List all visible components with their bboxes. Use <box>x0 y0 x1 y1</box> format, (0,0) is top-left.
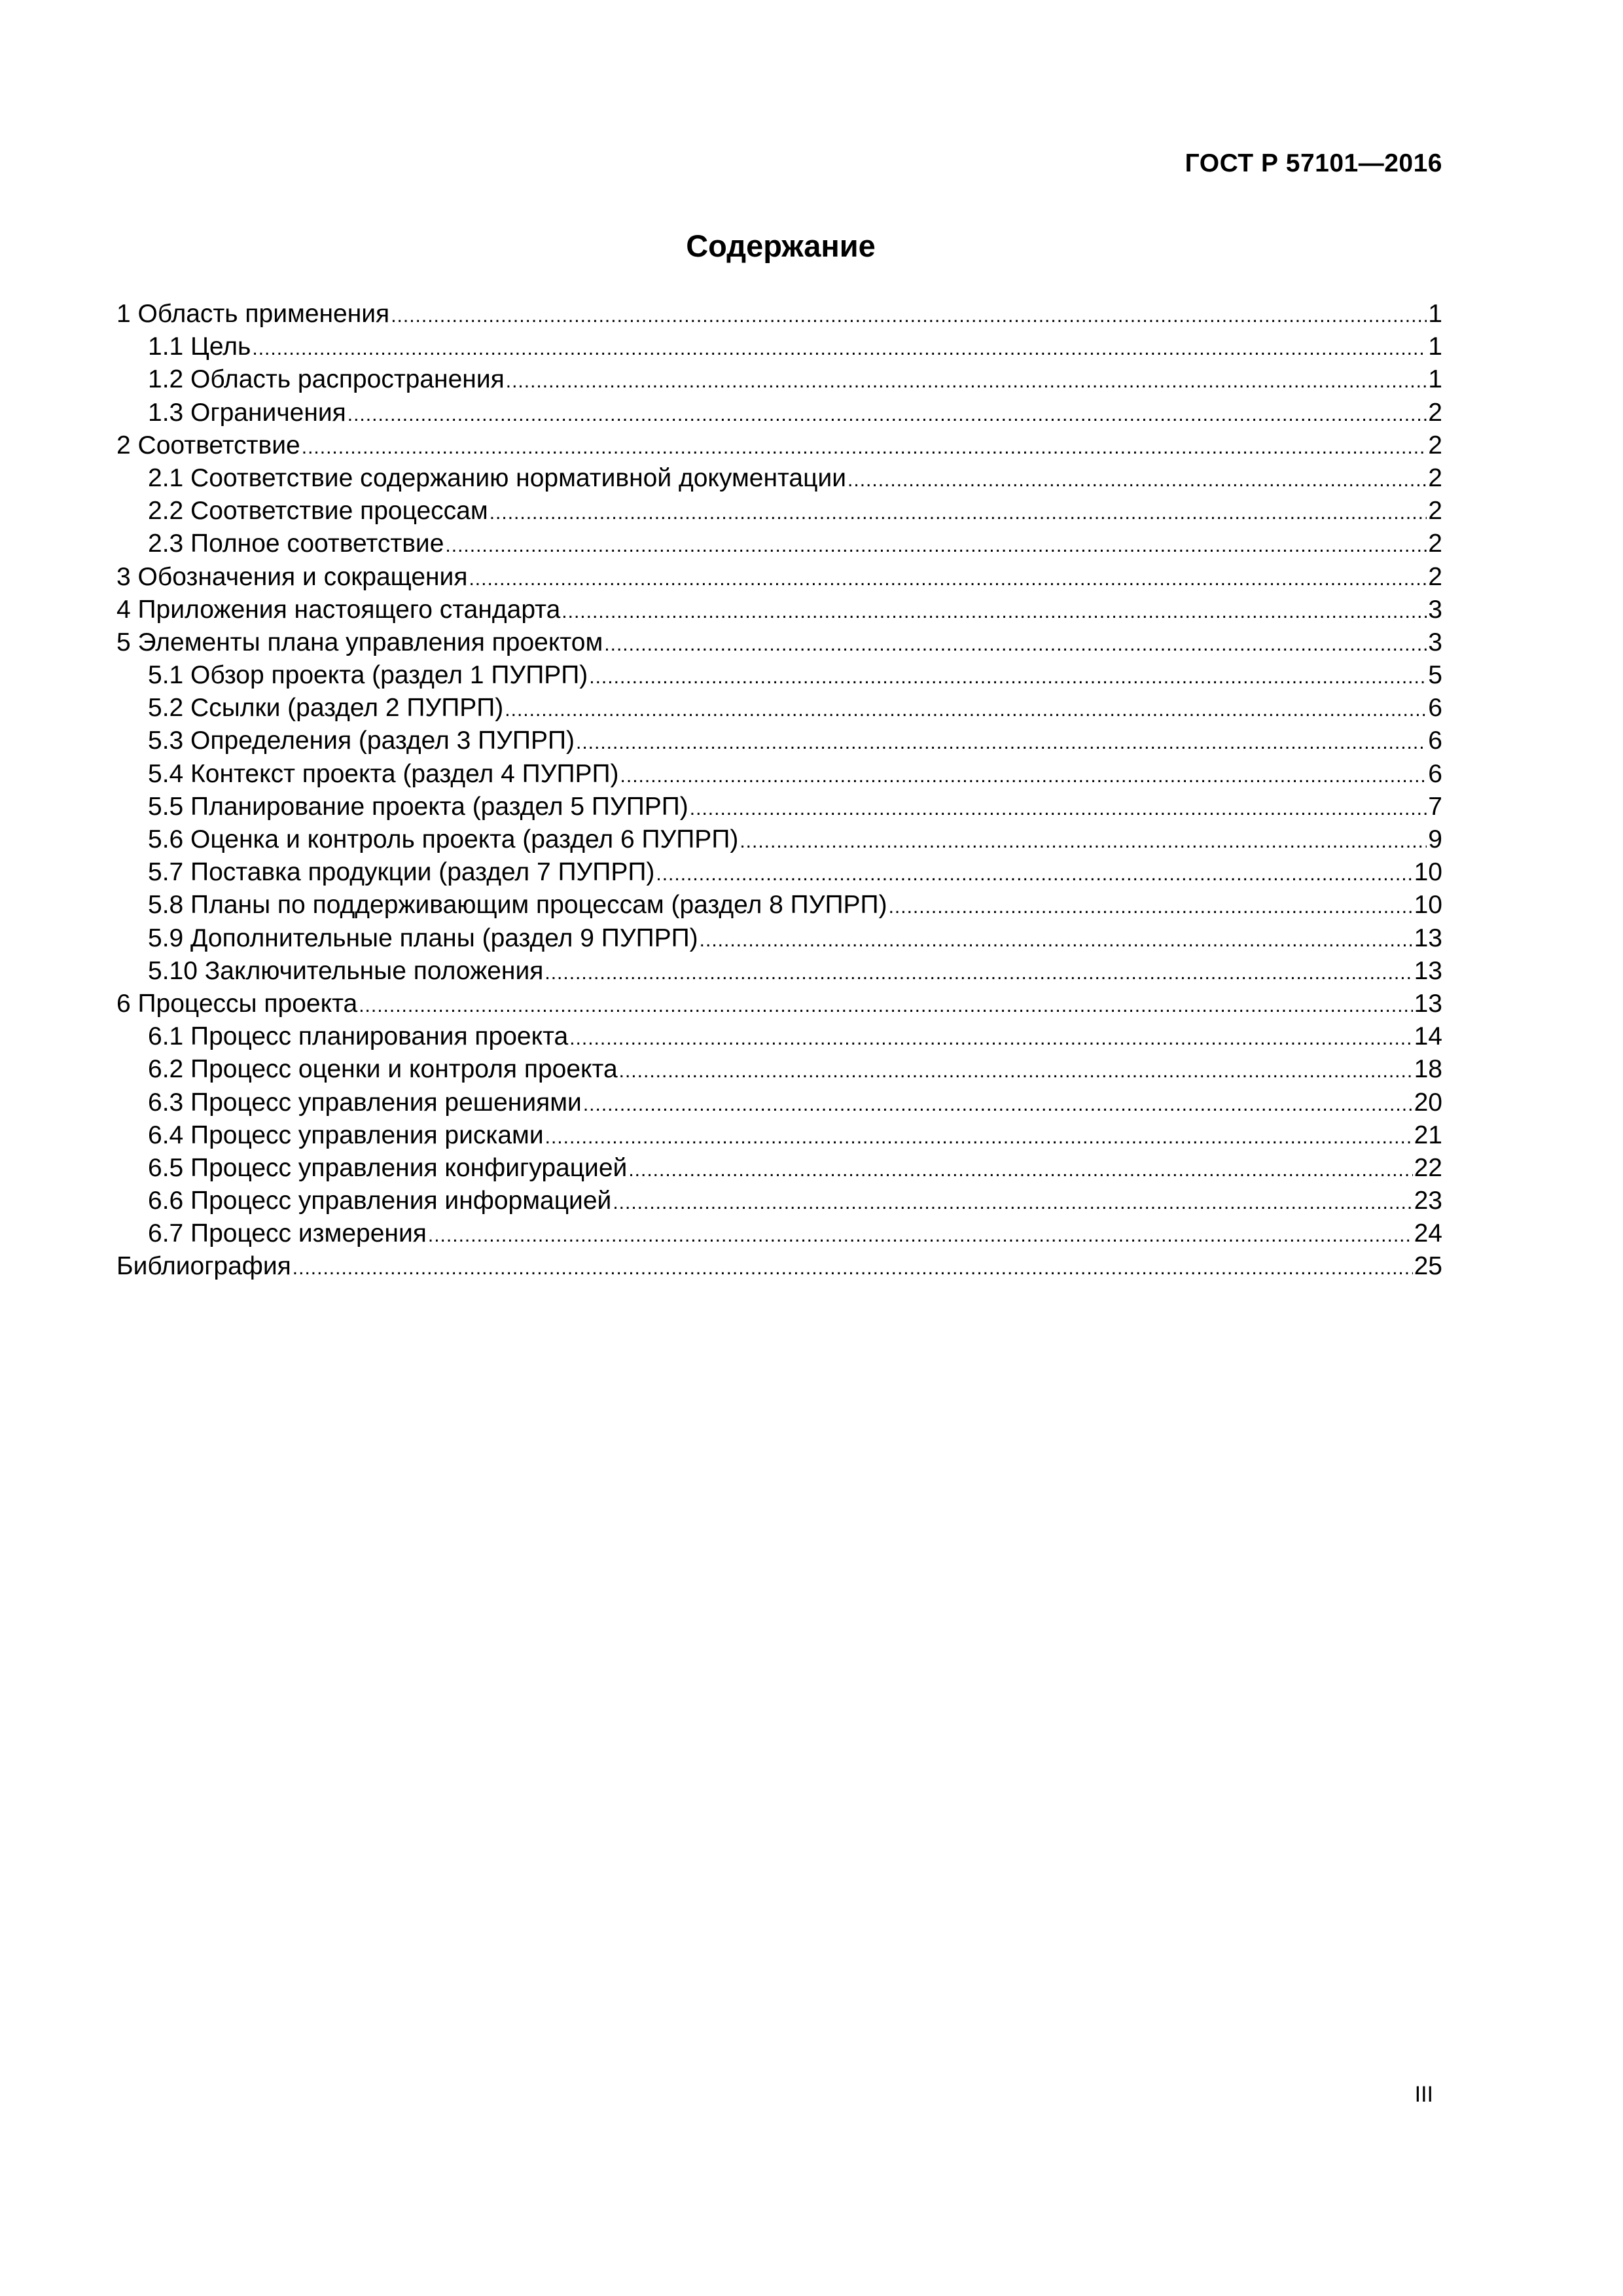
toc-entry-page: 2 <box>1428 463 1442 492</box>
toc-entry-page: 23 <box>1414 1187 1442 1215</box>
table-of-contents <box>116 298 1442 1283</box>
toc-entry-label: 5.9 Дополнительные планы (раздел 9 ПУПРП) <box>148 924 698 952</box>
toc-dot-leader <box>348 399 1427 431</box>
toc-entry-label: 5.3 Определения (раздел 3 ПУПРП) <box>148 726 575 755</box>
toc-dot-leader <box>359 990 1412 1022</box>
toc-entry-label: 5.1 Обзор проекта (раздел 1 ПУПРП) <box>148 661 588 690</box>
toc-entry-label: 5.8 Планы по поддерживающим процессам (раздел 8 ПУПРП) <box>148 891 887 920</box>
toc-entry[interactable] <box>116 462 1442 495</box>
toc-entry-label: 2 Соответствие <box>116 431 300 459</box>
toc-entry-label: 3 Обозначения и сокращения <box>116 562 468 591</box>
toc-entry[interactable] <box>116 823 1442 856</box>
toc-dot-leader <box>302 431 1427 464</box>
toc-entry-label: 6.2 Процесс оценки и контроля проекта <box>148 1055 618 1084</box>
toc-entry-page: 3 <box>1428 595 1442 624</box>
toc-entry-page: 25 <box>1414 1252 1442 1281</box>
toc-dot-leader <box>391 300 1427 332</box>
toc-dot-leader <box>545 1121 1413 1154</box>
toc-dot-leader <box>620 760 1427 793</box>
toc-entry-page: 22 <box>1414 1153 1442 1182</box>
toc-entry[interactable] <box>116 1152 1442 1185</box>
toc-entry[interactable] <box>116 331 1442 363</box>
toc-dot-leader <box>628 1154 1412 1187</box>
toc-entry-label: 2.1 Соответствие содержанию нормативной документации <box>148 463 847 492</box>
toc-dot-leader <box>490 497 1427 529</box>
toc-dot-leader <box>506 365 1427 398</box>
toc-entry[interactable] <box>116 659 1442 692</box>
toc-dot-leader <box>544 957 1412 990</box>
toc-dot-leader <box>583 1088 1413 1121</box>
toc-entry-page: 2 <box>1428 562 1442 591</box>
toc-entry[interactable] <box>116 922 1442 955</box>
toc-entry[interactable] <box>116 758 1442 791</box>
toc-entry-page: 2 <box>1428 398 1442 427</box>
toc-entry[interactable] <box>116 1053 1442 1086</box>
toc-entry[interactable] <box>116 298 1442 331</box>
toc-entry-page: 1 <box>1428 300 1442 328</box>
toc-entry-label: 5.7 Поставка продукции (раздел 7 ПУПРП) <box>148 858 655 887</box>
toc-entry-page: 2 <box>1428 431 1442 459</box>
toc-entry-page: 2 <box>1428 497 1442 526</box>
page-number: III <box>1414 2082 1433 2107</box>
toc-entry[interactable] <box>116 791 1442 823</box>
toc-entry-page: 10 <box>1414 891 1442 920</box>
toc-entry-page: 14 <box>1414 1022 1442 1051</box>
toc-dot-leader <box>889 891 1413 924</box>
toc-entry[interactable] <box>116 594 1442 626</box>
toc-entry-label: 4 Приложения настоящего стандарта <box>116 595 561 624</box>
toc-dot-leader <box>569 1022 1412 1055</box>
toc-entry[interactable] <box>116 1119 1442 1152</box>
toc-dot-leader <box>847 464 1427 497</box>
toc-entry[interactable] <box>116 363 1442 396</box>
toc-entry-label: 2.3 Полное соответствие <box>148 529 444 558</box>
toc-entry[interactable] <box>116 692 1442 725</box>
toc-entry-page: 7 <box>1428 792 1442 821</box>
toc-entry-page: 24 <box>1414 1219 1442 1248</box>
toc-entry-page: 20 <box>1414 1088 1442 1117</box>
toc-dot-leader <box>589 661 1427 694</box>
toc-entry-label: 5.5 Планирование проекта (раздел 5 ПУПРП) <box>148 792 688 821</box>
toc-dot-leader <box>613 1187 1412 1219</box>
toc-entry[interactable] <box>116 1217 1442 1250</box>
toc-entry-page: 6 <box>1428 759 1442 788</box>
toc-entry-label: 5.10 Заключительные положения <box>148 956 544 985</box>
toc-entry-page: 5 <box>1428 661 1442 690</box>
toc-entry-label: 6 Процессы проекта <box>116 989 358 1018</box>
toc-entry-label: 2.2 Соответствие процессам <box>148 497 488 526</box>
toc-entry[interactable] <box>116 1086 1442 1119</box>
toc-entry[interactable] <box>116 429 1442 462</box>
toc-dot-leader <box>619 1055 1413 1088</box>
toc-entry-label: 5.6 Оценка и контроль проекта (раздел 6 ПУПРП) <box>148 825 739 853</box>
toc-entry-label: 1.2 Область распространения <box>148 365 505 394</box>
toc-entry[interactable] <box>116 1185 1442 1217</box>
toc-entry-label: 6.6 Процесс управления информацией <box>148 1187 612 1215</box>
toc-entry[interactable] <box>116 725 1442 757</box>
toc-entry[interactable] <box>116 561 1442 594</box>
toc-entry[interactable] <box>116 626 1442 659</box>
toc-dot-leader <box>576 726 1427 759</box>
toc-entry-page: 2 <box>1428 529 1442 558</box>
toc-dot-leader <box>252 332 1427 365</box>
toc-dot-leader <box>700 924 1413 957</box>
toc-entry-label: 5.4 Контекст проекта (раздел 4 ПУПРП) <box>148 759 619 788</box>
document-code: ГОСТ Р 57101—2016 <box>1185 149 1442 177</box>
toc-entry-page: 6 <box>1428 694 1442 723</box>
toc-dot-leader <box>656 858 1412 891</box>
toc-title: Содержание <box>686 228 876 263</box>
toc-entry-label: Библиография <box>116 1252 291 1281</box>
toc-dot-leader <box>469 563 1427 596</box>
toc-entry-page: 10 <box>1414 858 1442 887</box>
toc-entry-page: 13 <box>1414 989 1442 1018</box>
toc-dot-leader <box>562 596 1427 628</box>
toc-entry-page: 6 <box>1428 726 1442 755</box>
toc-entry-label: 1.3 Ограничения <box>148 398 346 427</box>
toc-dot-leader <box>505 694 1427 726</box>
toc-entry[interactable] <box>116 528 1442 560</box>
toc-dot-leader <box>445 529 1427 562</box>
toc-dot-leader <box>690 793 1427 825</box>
toc-entry-label: 5 Элементы плана управления проектом <box>116 628 603 656</box>
toc-entry-page: 18 <box>1414 1055 1442 1084</box>
toc-dot-leader <box>293 1252 1413 1285</box>
toc-entry[interactable] <box>116 889 1442 922</box>
toc-entry-page: 1 <box>1428 365 1442 394</box>
toc-entry-label: 5.2 Ссылки (раздел 2 ПУПРП) <box>148 694 504 723</box>
toc-entry-page: 1 <box>1428 332 1442 361</box>
toc-entry-label: 6.5 Процесс управления конфигурацией <box>148 1153 628 1182</box>
toc-entry-page: 13 <box>1414 924 1442 952</box>
toc-entry-page: 13 <box>1414 956 1442 985</box>
toc-entry[interactable] <box>116 955 1442 988</box>
toc-entry[interactable] <box>116 1250 1442 1283</box>
toc-entry[interactable] <box>116 1020 1442 1053</box>
toc-dot-leader <box>740 825 1427 858</box>
toc-entry[interactable] <box>116 495 1442 528</box>
toc-dot-leader <box>604 628 1427 661</box>
toc-entry-label: 1 Область применения <box>116 300 390 328</box>
toc-entry-page: 21 <box>1414 1121 1442 1149</box>
toc-entry-label: 1.1 Цель <box>148 332 251 361</box>
toc-entry-page: 3 <box>1428 628 1442 656</box>
toc-entry-label: 6.1 Процесс планирования проекта <box>148 1022 569 1051</box>
toc-entry-label: 6.3 Процесс управления решениями <box>148 1088 582 1117</box>
toc-dot-leader <box>428 1219 1413 1252</box>
toc-entry-page: 9 <box>1428 825 1442 853</box>
toc-entry-label: 6.7 Процесс измерения <box>148 1219 427 1248</box>
toc-entry-label: 6.4 Процесс управления рисками <box>148 1121 544 1149</box>
toc-entry[interactable] <box>116 988 1442 1020</box>
toc-entry[interactable] <box>116 856 1442 889</box>
toc-entry[interactable] <box>116 397 1442 429</box>
